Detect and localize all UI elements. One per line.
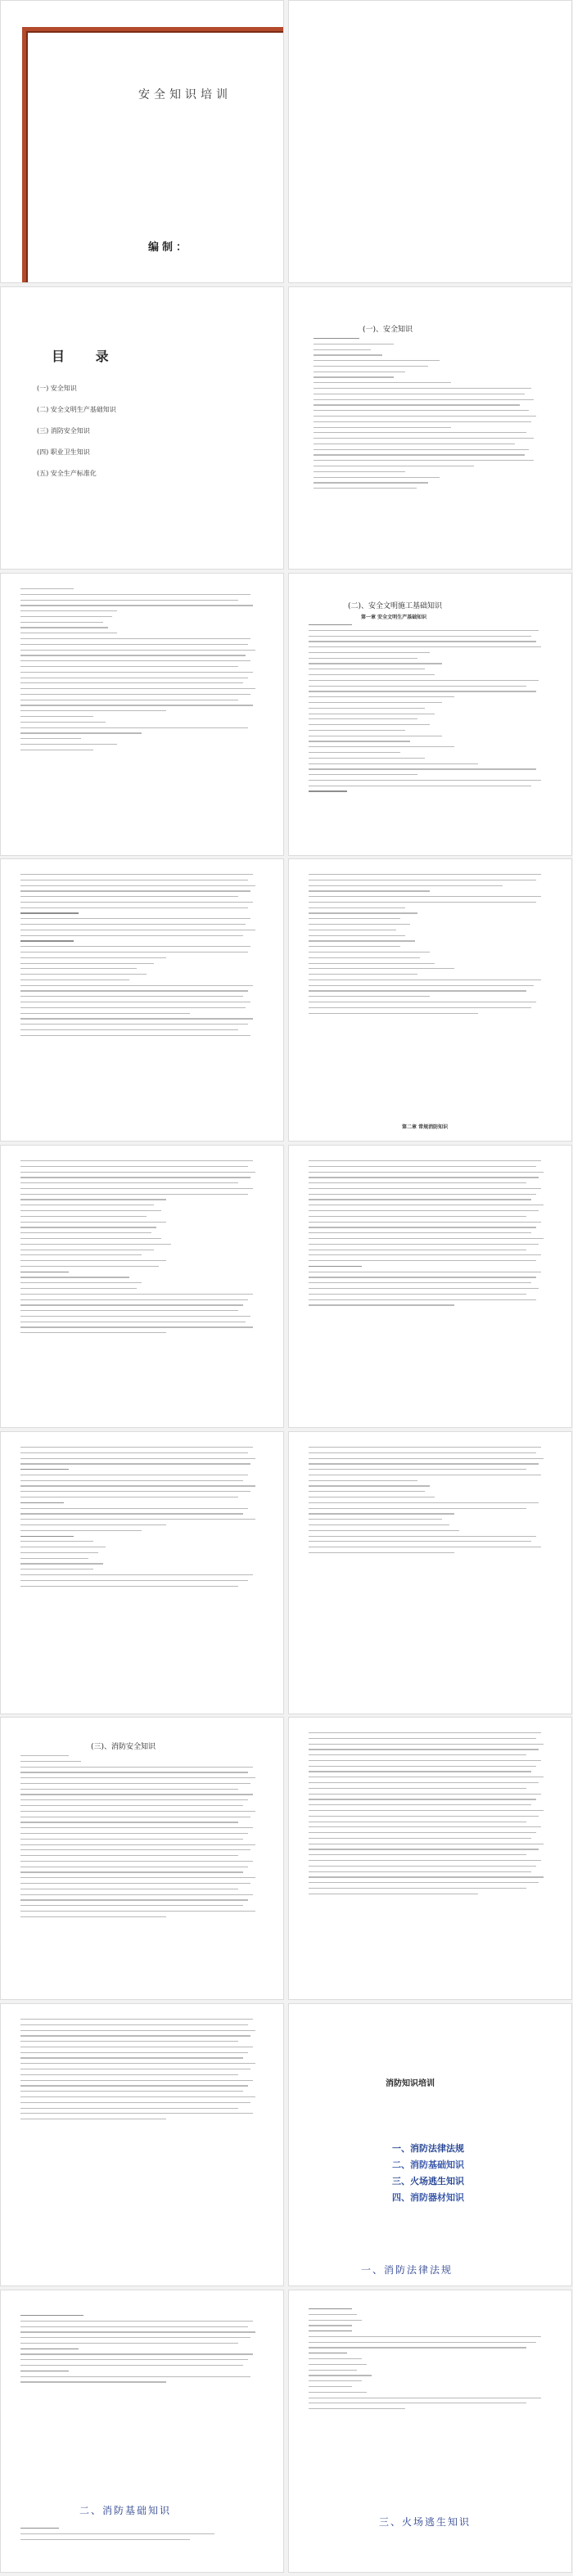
outline-item[interactable]: 四、消防器材知识 — [392, 2192, 464, 2203]
section-heading: (一)、安全知识 — [363, 326, 413, 334]
blank-page — [288, 0, 572, 283]
text-block — [20, 1755, 263, 1921]
toc-item[interactable]: (五) 安全生产标准化 — [37, 470, 97, 477]
text-block — [20, 1160, 263, 1338]
text-block — [309, 2308, 551, 2414]
fire-basics-page — [288, 2290, 572, 2573]
text-page — [288, 1717, 572, 2000]
outline-item[interactable]: 二、消防基础知识 — [392, 2159, 464, 2170]
cover-editor-label: 编制： — [148, 241, 191, 254]
text-page — [0, 573, 284, 856]
text-block — [309, 624, 551, 796]
text-block — [20, 2528, 263, 2544]
text-block — [20, 2019, 263, 2124]
text-block — [20, 588, 263, 754]
text-block — [309, 1447, 551, 1558]
text-block — [314, 338, 543, 493]
text-page — [0, 858, 284, 1142]
text-block — [309, 874, 551, 1018]
chapter-heading: 第二章 常规消防知识 — [402, 1124, 449, 1130]
toc-item[interactable]: (三) 消防安全知识 — [37, 427, 90, 435]
text-page — [288, 858, 572, 1142]
fire-training-outline-page — [288, 2003, 572, 2286]
safety-knowledge-page — [288, 286, 572, 570]
training-title: 消防知识培训 — [386, 2079, 435, 2088]
toc-item[interactable]: (二) 安全文明生产基础知识 — [37, 406, 116, 413]
civil-production-page — [288, 573, 572, 856]
text-page — [0, 1145, 284, 1428]
toc-title: 目 录 — [52, 349, 122, 364]
text-block — [20, 2315, 263, 2387]
text-block — [309, 1160, 551, 1310]
text-page — [288, 1145, 572, 1428]
section-title: 三、火场逃生知识 — [379, 2516, 471, 2528]
text-block — [20, 874, 263, 1040]
section-heading: (二)、安全文明施工基础知识 — [348, 602, 443, 610]
toc-item[interactable]: (一) 安全知识 — [37, 385, 77, 392]
section-title: 二、消防基础知识 — [79, 2505, 172, 2516]
section-title: 一、消防法律法规 — [361, 2264, 453, 2276]
toc-page — [0, 286, 284, 570]
cover-page — [0, 0, 284, 283]
toc-item[interactable]: (四) 职业卫生知识 — [37, 448, 90, 456]
text-page — [0, 1431, 284, 1714]
section-heading: (三)、消防安全知识 — [91, 1743, 156, 1751]
outline-item[interactable]: 一、消防法律法规 — [392, 2143, 464, 2154]
outline-item[interactable]: 三、火场逃生知识 — [392, 2176, 464, 2186]
cover-title: 安全知识培训 — [138, 88, 232, 101]
fire-law-page — [0, 2290, 284, 2573]
text-block — [20, 1447, 263, 1591]
chapter-subheading: 第一章 安全文明生产基础知识 — [361, 615, 427, 620]
text-page — [0, 2003, 284, 2286]
text-page — [288, 1431, 572, 1714]
fire-safety-page — [0, 1717, 284, 2000]
text-block — [309, 1732, 551, 1898]
